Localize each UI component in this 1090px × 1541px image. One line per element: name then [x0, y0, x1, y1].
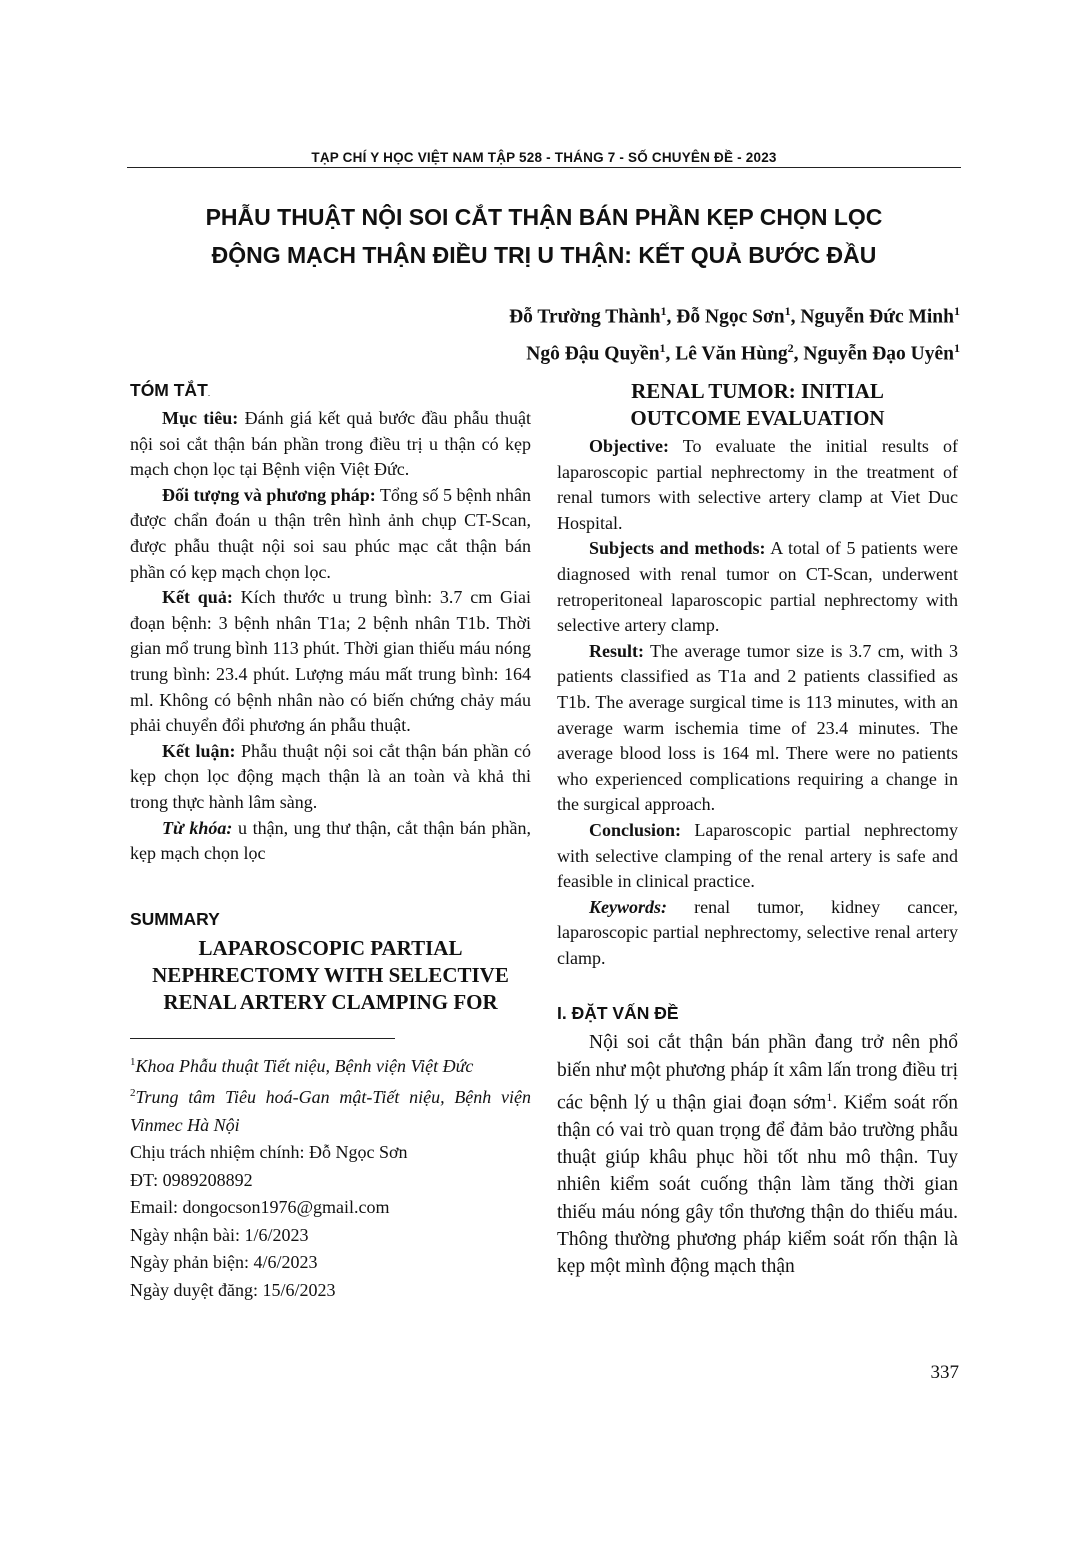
abstract-results-vi [130, 585, 531, 739]
abstract-conclusion-vi [130, 739, 531, 816]
label: Mục tiêu: [162, 408, 239, 428]
affiliation-marker: 1 [659, 340, 666, 355]
abstract-vi-heading [130, 378, 531, 402]
footnote-review-date: Ngày phản biện: 4/6/2023 [130, 1252, 318, 1273]
affiliation-number: 2 [130, 1087, 136, 1100]
abstract-methods-en [557, 536, 958, 638]
author-name: Đỗ Ngọc Sơn [676, 306, 785, 328]
separator: , [665, 343, 676, 364]
affiliation-marker: 1 [784, 304, 791, 318]
english-title-part-1: LAPAROSCOPIC PARTIAL NEPHRECTOMY WITH SELECTIVE RENAL ARTERY CLAMPING FOR [152, 935, 509, 1014]
label: Conclusion: [589, 819, 682, 840]
author-line-2 [260, 333, 960, 370]
affiliation-text: Khoa Phẫu thuật Tiết niệu, Bệnh viện Việt Đức [135, 1055, 474, 1076]
intro-paragraph [557, 1029, 958, 1280]
text: Phẫu thuật nội soi cắt thận bán phần có kẹp chọn lọc động mạch thận là an toàn và khả thi trong thực hành lâm sàng. [130, 740, 531, 812]
author-name: Nguyễn Đức Minh [800, 306, 954, 328]
heading-suffix: . [207, 388, 211, 398]
footnote-email: Email: dongocson1976@gmail.com [130, 1197, 390, 1218]
text: Laparoscopic partial nephrectomy with selective clamping of the renal artery is safe and feasible in clinical practice. [557, 819, 958, 892]
text: A total of 5 patients were diagnosed with renal tumor on CT-Scan, underwent retroperitoneal laparoscopic partial nephrectomy with selective artery clamp. [557, 538, 958, 636]
affiliation-marker: 2 [787, 340, 794, 355]
left-column [130, 378, 531, 1304]
text: Nội soi cắt thận bán phần đang trở nên phổ biến như một phương pháp ít xâm lấn trong điều trị các bệnh lý u thận giai đoạn sớm [557, 1032, 958, 1114]
author-name: Nguyễn Đạo Uyên [803, 343, 954, 364]
label: Đối tượng và phương pháp: [162, 484, 376, 505]
heading-text: TÓM TẮT [130, 380, 208, 400]
footnote-received-date: Ngày nhận bài: 1/6/2023 [130, 1224, 309, 1245]
text: . Kiểm soát rốn thận có vai trò quan trọng để đảm bảo trường phẫu thuật giúp khâu phục hồi tốt nhu mô thận. Tuy nhiên kiểm soát cuống thận làm tăng thời gian thiếu máu nóng gây tổn thương thận do thiếu máu. Thông thường phương pháp kiểm soát rốn thận là kẹp một mình động mạch thận [557, 1092, 958, 1278]
header-rule [127, 167, 961, 168]
article-title [127, 198, 961, 274]
right-column [557, 378, 958, 1281]
intro-heading: I. ĐẶT VẤN ĐỀ [557, 1003, 679, 1024]
footnote-rule [130, 1038, 395, 1039]
text: Kích thước u trung bình: 3.7 cm Giai đoạn bệnh: 3 bệnh nhân T1a; 2 bệnh nhân T1b. Thời gian mổ trung bình 113 phút. Thời gian thiếu máu nóng trung bình: 23.4 phút. Lượng máu mất trung bình: 164 ml. Không có bệnh nhân nào có biến chứng chảy máu phải chuyển đổi phương án phẫu thuật. [130, 587, 532, 736]
abstract-keywords-en [557, 895, 958, 972]
title-line-1: PHẪU THUẬT NỘI SOI CẮT THẬN BÁN PHẦN KẸP CHỌN LỌC [205, 204, 883, 230]
citation-ref: 1 [826, 1090, 833, 1105]
page-number: 337 [930, 1362, 959, 1383]
text: To evaluate the initial results of laparoscopic partial nephrectomy in the treatment of renal tumors with selective artery clamp at Viet Duc Hospital. [557, 436, 958, 533]
text: u thận, ung thư thận, cắt thận bán phần, kẹp mạch chọn lọc [130, 817, 531, 864]
affiliation-marker: 1 [954, 340, 960, 355]
label: Từ khóa: [162, 817, 233, 838]
text: Tổng số 5 bệnh nhân được chẩn đoán u thận trên hình ảnh chụp CT-Scan, được phẫu thuật nội soi sau phúc mạc cắt thận bán phần có kẹp mạch chọn lọc. [130, 484, 532, 582]
author-name: Lê Văn Hùng [675, 343, 788, 364]
journal-header: TẠP CHÍ Y HỌC VIỆT NAM TẬP 528 - THÁNG 7 - SỐ CHUYÊN ĐỀ - 2023 [311, 150, 777, 165]
text: Đánh giá kết quả bước đầu phẫu thuật nội soi cắt thận bán phần trong điều trị u thận có kẹp mạch chọn lọc tại Bệnh viện Việt Đức. [130, 408, 531, 480]
label: Kết quả: [162, 587, 233, 608]
affiliation-text: Trung tâm Tiêu hoá-Gan mật-Tiết niệu, Bệnh viện Vinmec Hà Nội [130, 1087, 531, 1135]
label: Result: [589, 640, 644, 661]
affiliation-marker: 1 [660, 304, 667, 318]
label: Kết luận: [162, 740, 236, 761]
abstract-objective-en [557, 434, 958, 536]
label: Objective: [589, 436, 669, 456]
summary-heading: SUMMARY [130, 908, 220, 929]
footnote-affiliation-1 [130, 1049, 531, 1081]
affiliation-marker: 1 [954, 304, 960, 318]
author-name: Ngô Đậu Quyền [526, 343, 660, 364]
abstract-keywords-vi [130, 816, 531, 867]
english-title-part-2: RENAL TUMOR: INITIAL OUTCOME EVALUATION [630, 379, 885, 430]
separator: , [666, 306, 677, 328]
abstract-methods-vi [130, 483, 531, 585]
author-list [260, 296, 960, 369]
abstract-conclusion-en [557, 818, 958, 895]
label: Subjects and methods: [589, 538, 766, 559]
footnote-phone: ĐT: 0989208892 [130, 1169, 253, 1190]
footnote-affiliation-2 [130, 1080, 531, 1139]
footnote-accepted-date: Ngày duyệt đăng: 15/6/2023 [130, 1279, 336, 1300]
footnote-responsible: Chịu trách nhiệm chính: Đỗ Ngọc Sơn [130, 1142, 408, 1163]
author-name: Đỗ Trường Thành [509, 306, 661, 328]
author-line-1 [260, 296, 960, 333]
abstract-objective-vi [130, 406, 531, 483]
title-line-2: ĐỘNG MẠCH THẬN ĐIỀU TRỊ U THẬN: KẾT QUẢ BƯỚC ĐẦU [211, 242, 877, 268]
abstract-results-en [557, 639, 958, 818]
separator: , [793, 343, 804, 364]
separator: , [790, 306, 801, 328]
affiliation-number: 1 [130, 1055, 136, 1068]
text: The average tumor size is 3.7 cm, with 3 patients classified as T1a and 2 patients classified as T1b. The average surgical time is 113 minutes, with an average warm ischemia time of 23.4 minutes. The average blood loss is 164 ml. There were no patients who experienced complications requiring a change in the surgical approach. [557, 640, 958, 815]
label: Keywords: [589, 896, 667, 917]
text: renal tumor, kidney cancer, laparoscopic partial nephrectomy, selective renal artery clamp. [557, 896, 958, 968]
